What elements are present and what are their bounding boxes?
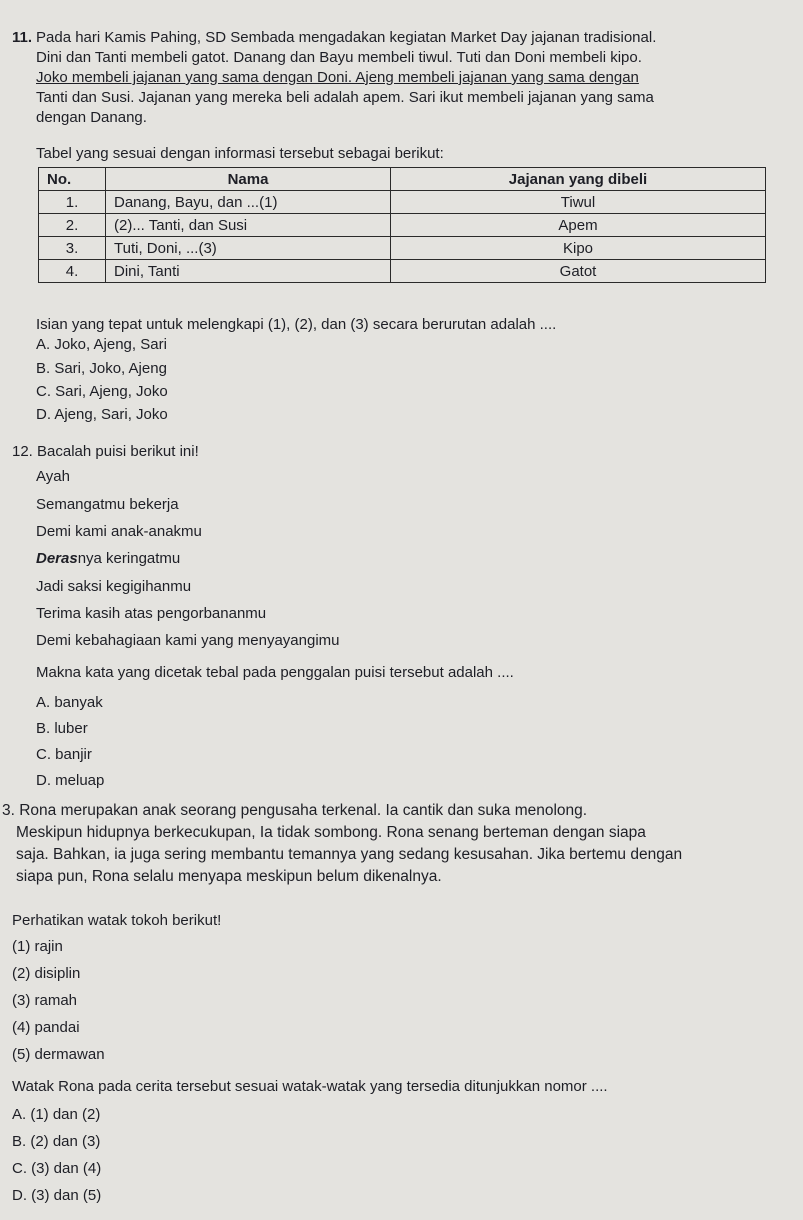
q13-line-4: siapa pun, Rona selalu menyapa meskipun belum dikenalnya. xyxy=(16,868,442,885)
q11-line-2: Dini dan Tanti membeli gatot. Danang dan Bayu membeli tiwul. Tuti dan Doni membeli kipo. xyxy=(36,49,642,66)
poem-line: Demi kebahagiaan kami yang menyayangimu xyxy=(36,632,340,649)
cell-nama: (2)... Tanti, dan Susi xyxy=(106,214,391,237)
table-header-row xyxy=(39,168,766,191)
question-12-title: 12. Bacalah puisi berikut ini! xyxy=(12,443,199,460)
question-11-stem: Isian yang tepat untuk melengkapi (1), (2), dan (3) secara berurutan adalah .... xyxy=(36,316,557,333)
q11-option-c[interactable]: C. Sari, Ajeng, Joko xyxy=(36,383,168,400)
table-row xyxy=(39,214,766,237)
q12-option-a[interactable]: A. banyak xyxy=(36,694,103,711)
q13-line-3: saja. Bahkan, ia juga sering membantu temannya yang sedang kesusahan. Jika bertemu dengan xyxy=(16,846,683,863)
cell-no: 1. xyxy=(39,191,106,214)
poem-line-bold-word xyxy=(36,550,180,567)
cell-no: 3. xyxy=(39,237,106,260)
cell-nama: Dini, Tanti xyxy=(106,260,391,283)
trait-item: (5) dermawan xyxy=(12,1046,105,1063)
table-row xyxy=(39,260,766,283)
poem-line: Demi kami anak-anakmu xyxy=(36,523,202,540)
trait-item: (2) disiplin xyxy=(12,965,81,982)
poem-line: Semangatmu bekerja xyxy=(36,496,179,513)
question-12-stem: Makna kata yang dicetak tebal pada penggalan puisi tersebut adalah .... xyxy=(36,664,514,681)
trait-instruction: Perhatikan watak tokoh berikut! xyxy=(12,912,222,929)
q13-line-1: 3. Rona merupakan anak seorang pengusaha terkenal. Ia cantik dan suka menolong. xyxy=(2,802,588,819)
table-row xyxy=(39,237,766,260)
q11-line-1: Pada hari Kamis Pahing, SD Sembada mengadakan kegiatan Market Day jajanan tradisional. xyxy=(36,29,657,46)
q13-line-2: Meskipun hidupnya berkecukupan, Ia tidak sombong. Rona senang berteman dengan siapa xyxy=(16,824,646,841)
poem-line: Jadi saksi kegigihanmu xyxy=(36,578,192,595)
table-row xyxy=(39,191,766,214)
q13-option-b[interactable]: B. (2) dan (3) xyxy=(12,1133,101,1150)
q12-option-c[interactable]: C. banjir xyxy=(36,746,92,763)
q13-option-c[interactable]: C. (3) dan (4) xyxy=(12,1160,102,1177)
q11-option-b[interactable]: B. Sari, Joko, Ajeng xyxy=(36,360,167,377)
header-jajanan: Jajanan yang dibeli xyxy=(391,168,766,191)
question-11-passage xyxy=(12,28,797,128)
trait-item: (4) pandai xyxy=(12,1019,80,1036)
cell-jajanan: Apem xyxy=(391,214,766,237)
cell-jajanan: Gatot xyxy=(391,260,766,283)
header-nama: Nama xyxy=(106,168,391,191)
q12-option-d[interactable]: D. meluap xyxy=(36,772,105,789)
q13-option-a[interactable]: A. (1) dan (2) xyxy=(12,1106,101,1123)
q12-option-b[interactable]: B. luber xyxy=(36,720,88,737)
q11-line-3: Joko membeli jajanan yang sama dengan Doni. Ajeng membeli jajanan yang sama dengan xyxy=(36,69,639,86)
poem-line: Terima kasih atas pengorbananmu xyxy=(36,605,267,622)
q11-option-d[interactable]: D. Ajeng, Sari, Joko xyxy=(36,406,168,423)
question-11-number: 11. xyxy=(12,29,33,46)
cell-no: 4. xyxy=(39,260,106,283)
cell-no: 2. xyxy=(39,214,106,237)
cell-nama: Tuti, Doni, ...(3) xyxy=(106,237,391,260)
header-no: No. xyxy=(39,168,106,191)
question-13-passage xyxy=(2,800,798,888)
q13-option-d[interactable]: D. (3) dan (5) xyxy=(12,1187,102,1204)
bold-word: Deras xyxy=(36,550,78,567)
q11-line-4: Tanti dan Susi. Jajanan yang mereka beli adalah apem. Sari ikut membeli jajanan yang sama xyxy=(36,89,654,106)
poem-line-rest: nya keringatmu xyxy=(77,550,181,567)
trait-item: (1) rajin xyxy=(12,938,63,955)
q11-line-5: dengan Danang. xyxy=(36,109,147,126)
jajanan-table xyxy=(38,167,766,283)
table-intro: Tabel yang sesuai dengan informasi tersebut sebagai berikut: xyxy=(36,145,444,162)
cell-jajanan: Tiwul xyxy=(391,191,766,214)
cell-nama: Danang, Bayu, dan ...(1) xyxy=(106,191,391,214)
question-13-stem: Watak Rona pada cerita tersebut sesuai watak-watak yang tersedia ditunjukkan nomor .... xyxy=(12,1078,608,1095)
q11-option-a[interactable]: A. Joko, Ajeng, Sari xyxy=(36,336,167,353)
cell-jajanan: Kipo xyxy=(391,237,766,260)
poem-title: Ayah xyxy=(36,468,70,485)
trait-item: (3) ramah xyxy=(12,992,78,1009)
